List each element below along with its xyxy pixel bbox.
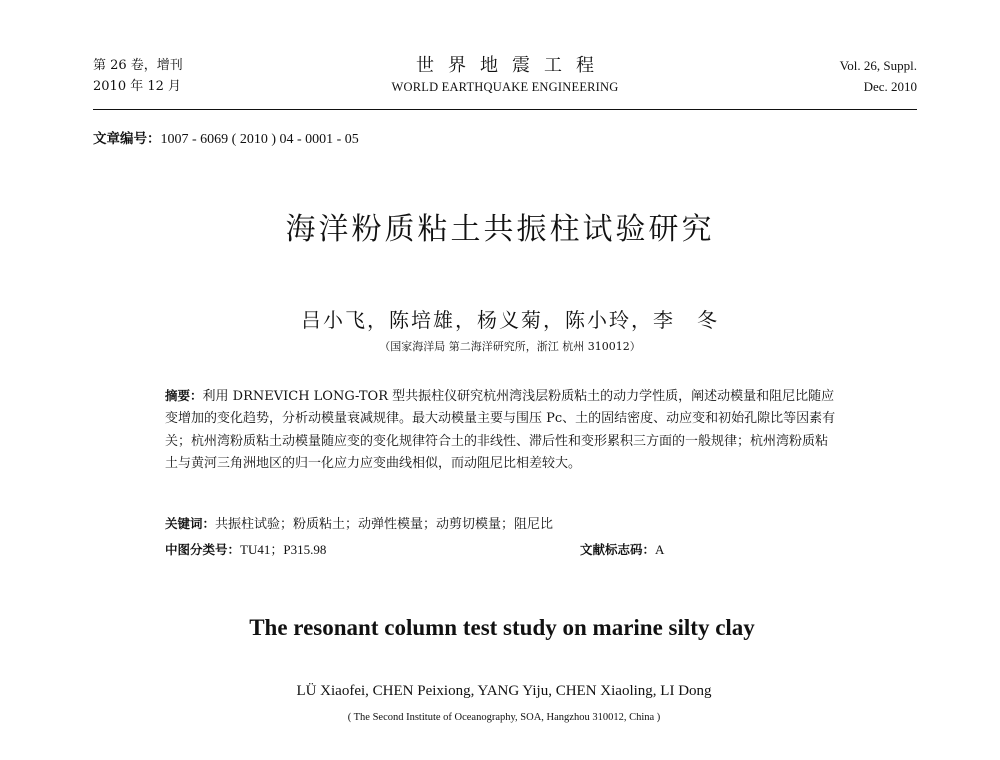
classification-label: 中图分类号： [165,542,241,557]
volume-cn: 第 26 卷，增刊 [93,58,183,73]
document-code-value: A [655,542,665,557]
keywords-text: 共振柱试验；粉质粘土；动弹性模量；动剪切模量；阻尼比 [215,517,554,532]
abstract-label: 摘要： [165,388,203,403]
abstract-cn [165,385,837,476]
authors-cn: 吕小飞，陈培雄，杨义菊，陈小玲，李 冬 [301,308,719,332]
document-code [580,539,664,561]
article-number-label: 文章编号： [93,131,161,147]
header-center [93,55,917,97]
paper-title-en: The resonant column test study on marine silty clay [249,615,755,640]
date-en: Dec. 2010 [863,79,917,94]
journal-name-en: WORLD EARTHQUAKE ENGINEERING [391,80,619,94]
date-cn: 2010 年 12 月 [93,79,182,94]
journal-name-cn: 世界地震工程 [416,55,608,76]
classification-value: TU41；P315.98 [240,542,327,557]
keywords-cn [165,513,837,536]
header-rule [93,109,917,110]
affiliation-cn: （国家海洋局 第二海洋研究所，浙江 杭州 310012） [379,340,641,353]
running-header [93,55,917,107]
keywords-label: 关键词： [165,516,216,531]
document-code-label: 文献标志码： [580,542,656,557]
authors-en: LÜ Xiaofei, CHEN Peixiong, YANG Yiju, CHEN Xiaoling, LI Dong [296,683,712,699]
header-right [840,55,917,97]
affiliation-en: ( The Second Institute of Oceanography, SOA, Hangzhou 310012, China ) [347,712,661,723]
abstract-text: 利用 DRNEVICH LONG-TOR 型共振柱仪研究杭州湾浅层粉质粘土的动力学性质，阐述动模量和阻尼比随应变增加的变化趋势，分析动模量衰减规律。最大动模量主要与围压 Pc、土的固结密度、动应变和初始孔隙比等因素有关；杭州湾粉质粘土动模量随应变的变化规律符合土的非线性、滞后性和变形累积三方面的一般规律；杭州湾粉质粘土与黄河三角洲地区的归一化应力应变曲线相似，而动阻尼比相差较大。 [165,389,836,472]
article-number [93,129,359,150]
article-number-value: 1007 - 6069 ( 2010 ) 04 - 0001 - 05 [160,132,359,147]
volume-en: Vol. 26, Suppl. [839,58,917,73]
classification-line [165,539,837,561]
paper-title-cn: 海洋粉质粘土共振柱试验研究 [285,212,715,247]
